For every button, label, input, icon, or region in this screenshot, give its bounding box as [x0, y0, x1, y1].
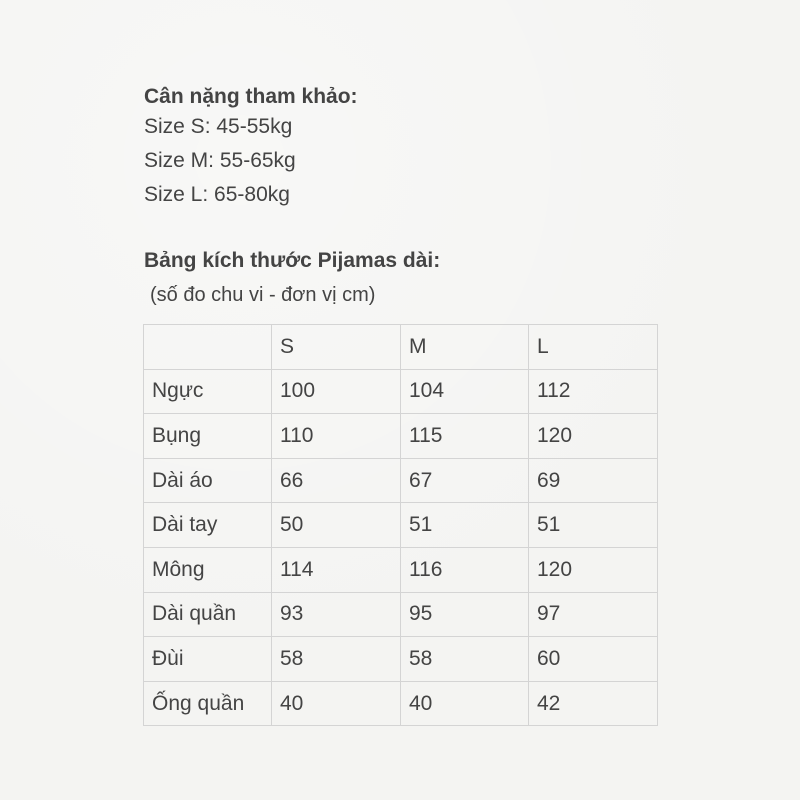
- table-cell-size-l: 69: [529, 458, 658, 503]
- table-cell-size-m: 58: [401, 637, 529, 682]
- table-cell-size-s: 93: [272, 592, 401, 637]
- table-row: [144, 592, 658, 637]
- table-cell-size-m: 40: [401, 681, 529, 726]
- table-cell-size-s: 66: [272, 458, 401, 503]
- table-cell-size-m: 51: [401, 503, 529, 548]
- table-cell-size-s: 50: [272, 503, 401, 548]
- table-row: [144, 637, 658, 682]
- table-row-label: Dài tay: [144, 503, 272, 548]
- table-row-label: Dài áo: [144, 458, 272, 503]
- weight-size-s: Size S: 45-55kg: [144, 115, 293, 138]
- table-row-label: Bụng: [144, 414, 272, 459]
- size-table: [143, 324, 658, 726]
- table-header-empty-cell: [144, 325, 272, 370]
- table-cell-size-s: 114: [272, 547, 401, 592]
- table-cell-size-s: 100: [272, 369, 401, 414]
- weight-size-l: Size L: 65-80kg: [144, 183, 290, 206]
- table-cell-size-l: 97: [529, 592, 658, 637]
- table-cell-size-s: 110: [272, 414, 401, 459]
- table-row-label: Đùi: [144, 637, 272, 682]
- table-cell-size-l: 60: [529, 637, 658, 682]
- table-row: [144, 681, 658, 726]
- table-cell-size-s: 40: [272, 681, 401, 726]
- size-table-heading: Bảng kích thước Pijamas dài:: [144, 249, 441, 272]
- table-header-size-s: S: [272, 325, 401, 370]
- table-row-label: Ngực: [144, 369, 272, 414]
- weight-reference-section: [144, 84, 358, 212]
- weight-reference-heading: Cân nặng tham khảo:: [144, 85, 358, 108]
- table-cell-size-s: 58: [272, 637, 401, 682]
- table-row: [144, 547, 658, 592]
- table-row: [144, 414, 658, 459]
- table-header-size-m: M: [401, 325, 529, 370]
- weight-size-m: Size M: 55-65kg: [144, 149, 296, 172]
- table-row-label: Ống quần: [144, 681, 272, 726]
- table-row-label: Mông: [144, 547, 272, 592]
- table-row-label: Dài quần: [144, 592, 272, 637]
- size-table-title-section: [144, 248, 440, 307]
- table-cell-size-l: 51: [529, 503, 658, 548]
- table-cell-size-l: 120: [529, 414, 658, 459]
- size-table-body: [144, 325, 658, 726]
- table-cell-size-l: 42: [529, 681, 658, 726]
- table-cell-size-m: 115: [401, 414, 529, 459]
- table-cell-size-m: 116: [401, 547, 529, 592]
- table-cell-size-l: 112: [529, 369, 658, 414]
- table-row: [144, 458, 658, 503]
- table-header-size-l: L: [529, 325, 658, 370]
- table-cell-size-m: 95: [401, 592, 529, 637]
- table-header-row: [144, 325, 658, 370]
- table-cell-size-m: 67: [401, 458, 529, 503]
- table-row: [144, 369, 658, 414]
- table-cell-size-m: 104: [401, 369, 529, 414]
- table-cell-size-l: 120: [529, 547, 658, 592]
- size-table-subtitle: (số đo chu vi - đơn vị cm): [150, 284, 376, 306]
- table-row: [144, 503, 658, 548]
